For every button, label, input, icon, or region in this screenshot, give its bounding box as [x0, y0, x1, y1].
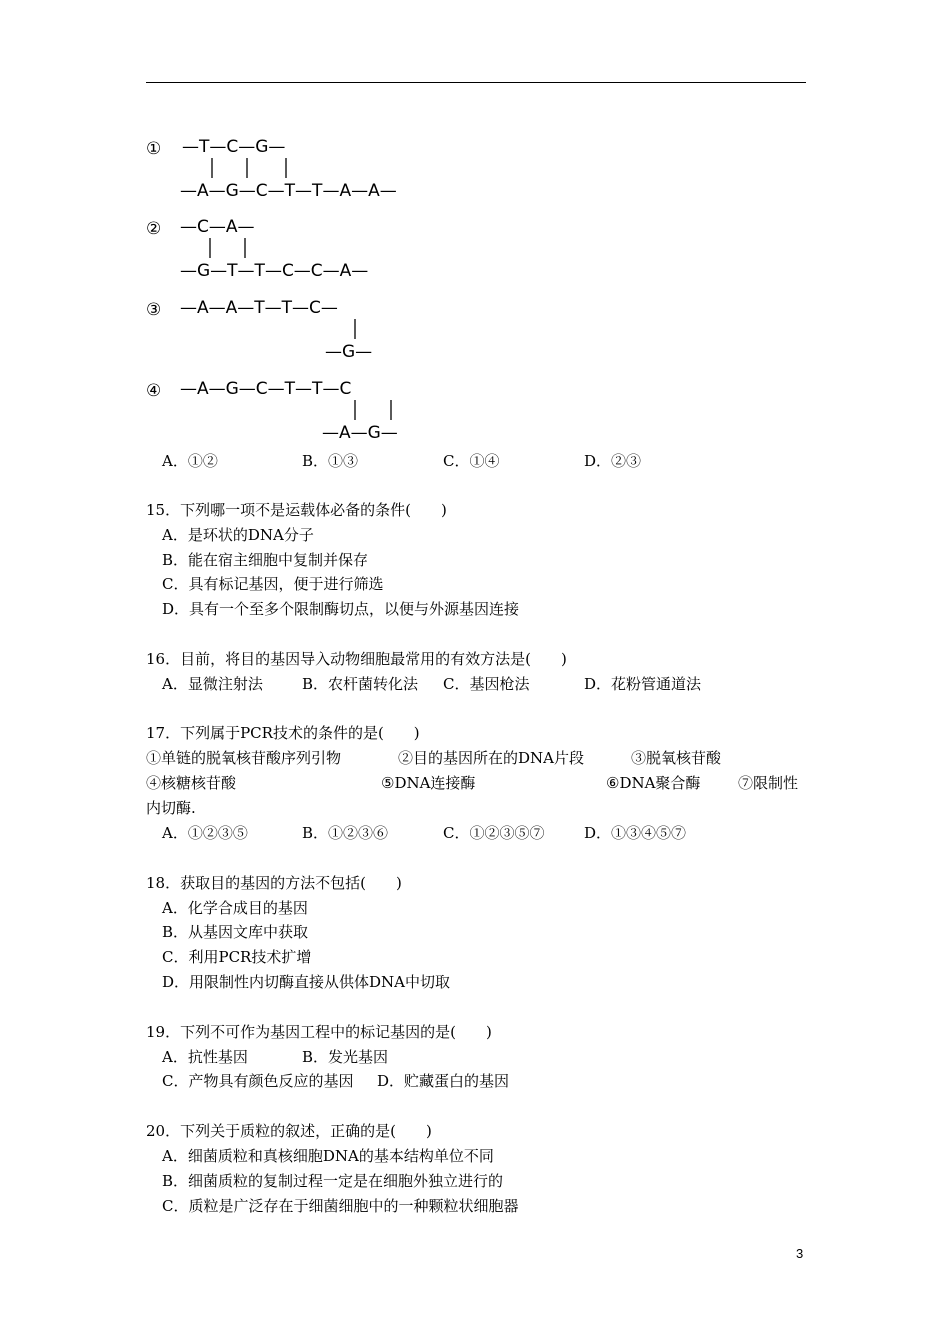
dna-diagram: [0, 0, 950, 460]
m3-top-strand: —A—A—T—T—C—: [180, 298, 338, 318]
q15-stem: 15．下列哪一项不是运载体必备的条件( ): [146, 501, 447, 519]
q14-option-a: A．①②: [162, 452, 218, 470]
q14-option-d: D．②③: [584, 452, 642, 470]
q17-option-c: C．①②③⑤⑦: [443, 824, 545, 842]
q15-option-a: A．是环状的DNA分子: [162, 526, 314, 544]
q14-option-b: B．①③: [302, 452, 359, 470]
q16-stem: 16．目前，将目的基因导入动物细胞最常用的有效方法是( ): [146, 650, 567, 668]
q17-stem: 17．下列属于PCR技术的条件的是( ): [146, 724, 420, 742]
q17-item-1: ①单链的脱氧核苷酸序列引物: [146, 749, 342, 767]
q19-option-b: B．发光基因: [302, 1048, 389, 1066]
q17-option-a: A．①②③⑤: [162, 824, 248, 842]
q15-option-d: D．具有一个至多个限制酶切点，以便与外源基因连接: [162, 600, 520, 618]
q14-option-c: C．①④: [443, 452, 500, 470]
q20-option-b: B．细菌质粒的复制过程一定是在细胞外独立进行的: [162, 1172, 504, 1190]
q19-option-a: A．抗性基因: [162, 1048, 248, 1066]
m4-top-strand: —A—G—C—T—T—C: [180, 379, 352, 399]
m2-bottom-strand: —G—T—T—C—C—A—: [180, 261, 369, 281]
page-number: 3: [796, 1246, 804, 1261]
q17-item-2: ②目的基因所在的DNA片段: [398, 749, 584, 767]
m4-bottom-strand: —A—G—: [322, 423, 398, 443]
q18-option-a: A．化学合成目的基因: [162, 899, 308, 917]
q16-option-c: C．基因枪法: [443, 675, 530, 693]
q17-item-7-continued: 内切酶.: [146, 799, 196, 817]
marker-2: ②: [146, 219, 162, 239]
q18-option-c: C．利用PCR技术扩增: [162, 948, 312, 966]
m1-top-strand: —T—C—G—: [182, 137, 286, 157]
q17-item-4: ④核糖核苷酸: [146, 774, 237, 792]
q20-option-c: C．质粒是广泛存在于细菌细胞中的一种颗粒状细胞器: [162, 1197, 519, 1215]
q17-option-d: D．①③④⑤⑦: [584, 824, 687, 842]
q18-stem: 18．获取目的基因的方法不包括( ): [146, 874, 402, 892]
m3-bottom-strand: —G—: [325, 342, 373, 362]
q18-option-b: B．从基因文库中获取: [162, 923, 309, 941]
q19-option-c: C．产物具有颜色反应的基因: [162, 1072, 354, 1090]
q15-option-c: C．具有标记基因，便于进行筛选: [162, 575, 384, 593]
q16-option-b: B．农杆菌转化法: [302, 675, 419, 693]
q17-item-7: ⑦限制性: [738, 774, 799, 792]
m2-top-strand: —C—A—: [180, 217, 255, 237]
marker-3: ③: [146, 300, 162, 320]
marker-1: ①: [146, 139, 162, 159]
q16-option-a: A．显微注射法: [162, 675, 263, 693]
q17-option-b: B．①②③⑥: [302, 824, 389, 842]
q17-item-3: ③脱氧核苷酸: [631, 749, 722, 767]
q19-option-d: D．贮藏蛋白的基因: [377, 1072, 510, 1090]
q15-option-b: B．能在宿主细胞中复制并保存: [162, 551, 369, 569]
q17-item-5: ⑤DNA连接酶: [381, 774, 476, 792]
q17-item-6: ⑥DNA聚合酶: [606, 774, 701, 792]
q20-option-a: A．细菌质粒和真核细胞DNA的基本结构单位不同: [162, 1147, 494, 1165]
q19-stem: 19．下列不可作为基因工程中的标记基因的是( ): [146, 1023, 492, 1041]
marker-4: ④: [146, 381, 162, 401]
q18-option-d: D．用限制性内切酶直接从供体DNA中切取: [162, 973, 451, 991]
q20-stem: 20．下列关于质粒的叙述，正确的是( ): [146, 1122, 432, 1140]
q16-option-d: D．花粉管通道法: [584, 675, 702, 693]
m1-bottom-strand: —A—G—C—T—T—A—A—: [180, 181, 397, 201]
